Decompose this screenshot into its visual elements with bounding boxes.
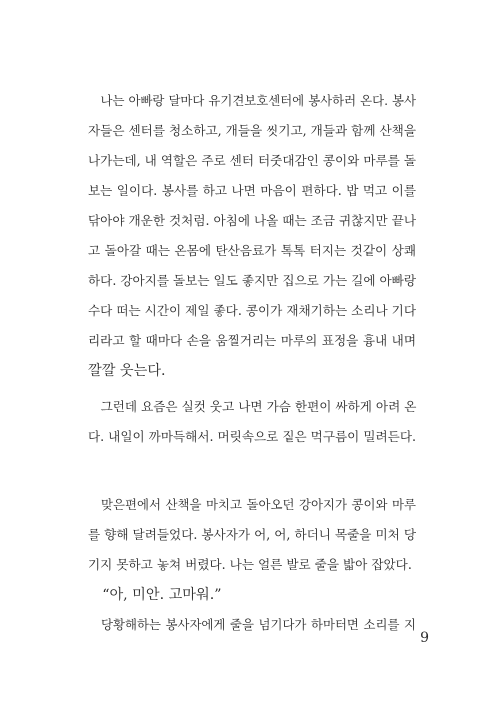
text-line: 리라고 할 때마다 손을 움찔거리는 마루의 표정을 흉내 내며 <box>88 333 416 348</box>
text-line: 나가는데, 내 역할은 주로 센터 터줏대감인 콩이와 마루를 돌 <box>88 153 417 168</box>
section-break <box>88 452 416 490</box>
text-line: 다. 내일이 까마득해서. 머릿속으로 짙은 먹구름이 밀려든다. <box>88 429 417 444</box>
text-line: 수다 떠는 시간이 제일 좋다. 콩이가 재채기하는 소리나 기다 <box>88 303 417 318</box>
dialogue-line: “아, 미안. 고마워.” <box>88 587 222 603</box>
page-number: 9 <box>420 630 429 646</box>
text-line: 당황해하는 봉사자에게 줄을 넘기다가 하마터면 소리를 지 <box>88 617 416 632</box>
body-text <box>88 86 416 640</box>
text-line: 닦아야 개운한 것처럼. 아침에 나올 때는 조금 귀찮지만 끝나 <box>88 213 417 228</box>
text-line: 그런데 요즘은 실컷 웃고 나면 가슴 한편이 싸하게 아려 온 <box>88 399 417 414</box>
text-line: 를 향해 달려들었다. 봉사자가 어, 어, 하더니 목줄을 미처 당 <box>88 527 416 542</box>
text-line: 자들은 센터를 청소하고, 개들을 씻기고, 개들과 함께 산책을 <box>88 123 417 138</box>
text-line: 깔깔 웃는다. <box>88 363 166 379</box>
text-line: 맞은편에서 산책을 마치고 돌아오던 강아지가 콩이와 마루 <box>88 497 416 512</box>
text-line: 하다. 강아지를 돌보는 일도 좋지만 집으로 가는 길에 아빠랑 <box>88 273 417 288</box>
text-line: 고 돌아갈 때는 온몸에 탄산음료가 톡톡 터지는 것같이 상쾌 <box>88 243 416 258</box>
text-line: 보는 일이다. 봉사를 하고 나면 마음이 편하다. 밥 먹고 이를 <box>88 183 416 198</box>
text-line: 기지 못하고 놓쳐 버렸다. 나는 얼른 발로 줄을 밟아 잡았다. <box>88 557 412 572</box>
text-line: 나는 아빠랑 달마다 유기견보호센터에 봉사하러 온다. 봉사 <box>88 93 416 108</box>
